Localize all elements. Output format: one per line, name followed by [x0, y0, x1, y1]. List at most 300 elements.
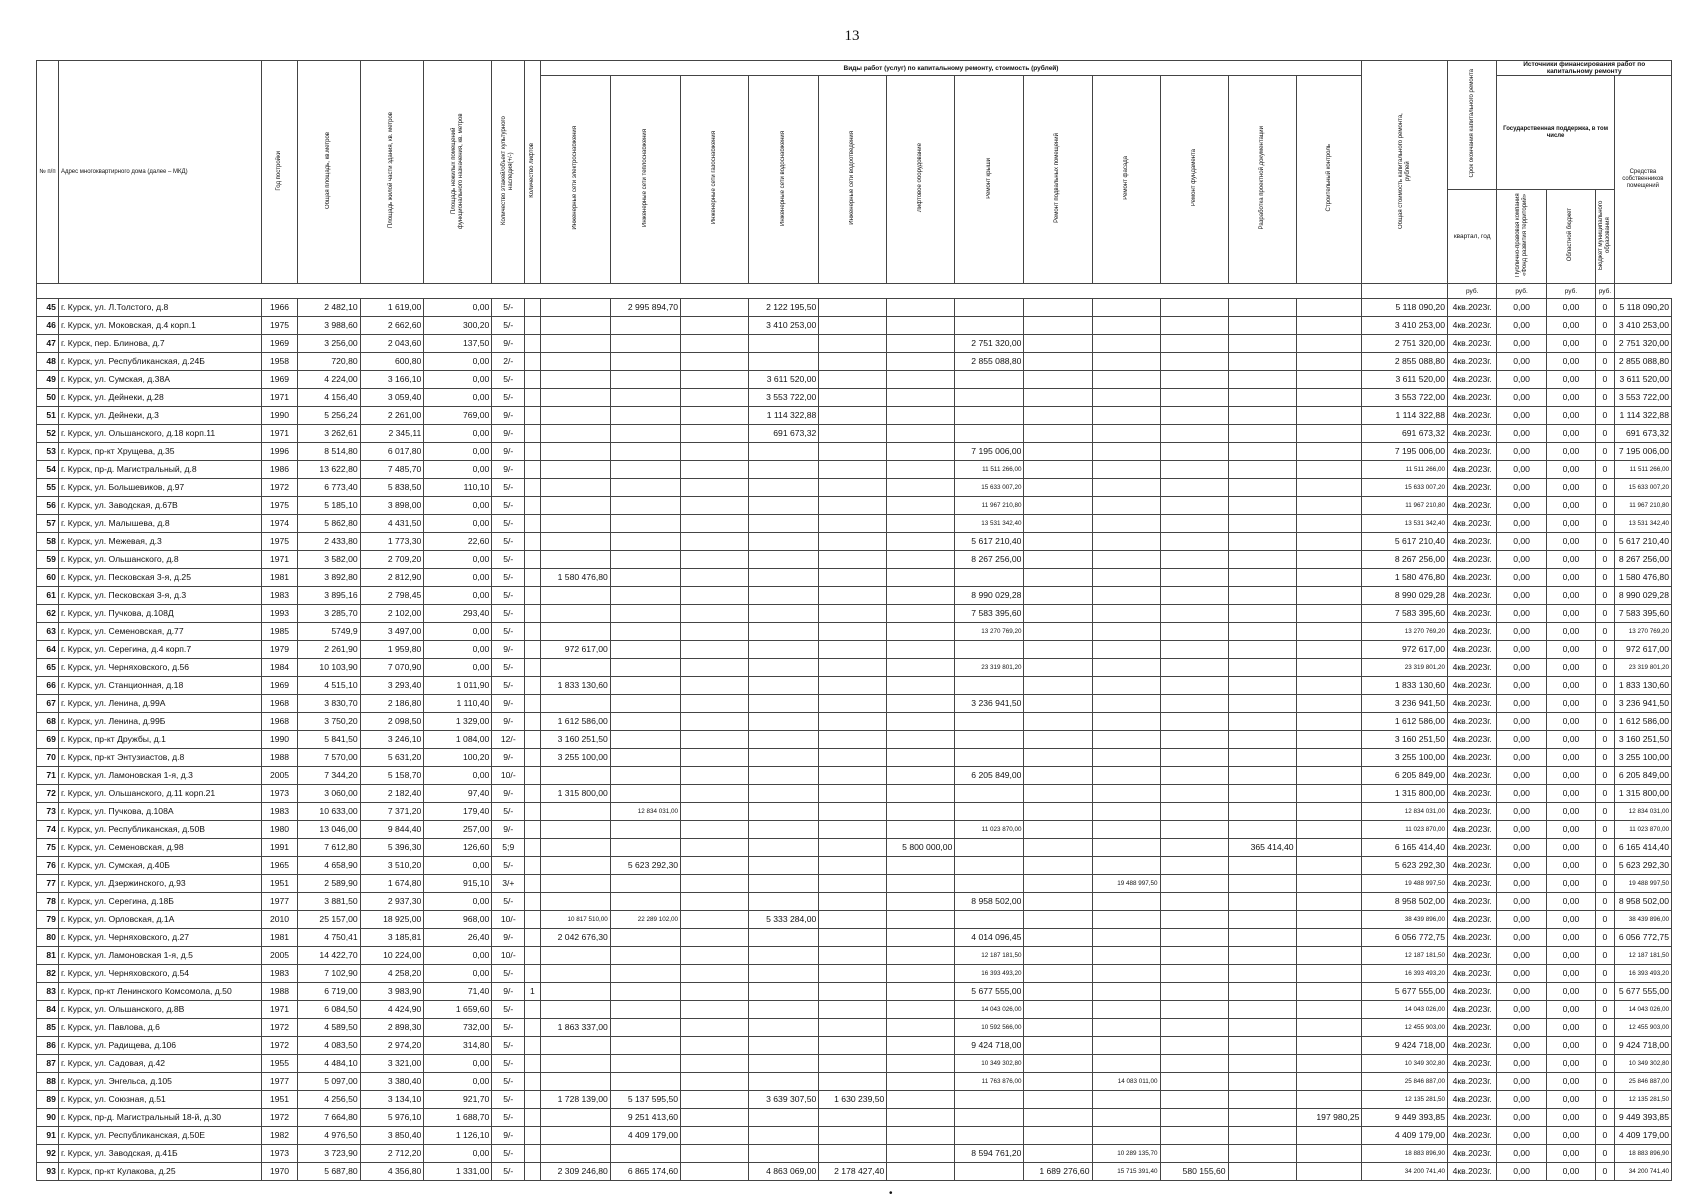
cell-reg: 0,00 — [1546, 1145, 1595, 1163]
cell-gas — [681, 569, 749, 587]
cell-nonres: 300,20 — [424, 317, 492, 335]
hdr-w-water: Инженерные сети водоснабжения — [749, 76, 819, 284]
cell-docs — [1228, 335, 1296, 353]
cell-mun: 0 — [1596, 1001, 1615, 1019]
cell-ctrl — [1296, 425, 1362, 443]
cell-term: 4кв.2023г. — [1448, 659, 1497, 677]
cell-sewer — [819, 767, 887, 785]
cell-term: 4кв.2023г. — [1448, 551, 1497, 569]
cell-water — [749, 965, 819, 983]
cell-addr: г. Курск, ул. Садовая, д.42 — [58, 1055, 261, 1073]
table-row — [37, 641, 1672, 659]
table-row — [37, 443, 1672, 461]
table-row — [37, 713, 1672, 731]
cell-addr: г. Курск, ул. Республиканская, д.24Б — [58, 353, 261, 371]
hdr-living-area: Площадь жилой части здания, кв. метров — [360, 61, 424, 284]
cell-sewer — [819, 569, 887, 587]
cell-docs — [1228, 1145, 1296, 1163]
cell-living: 3 497,00 — [360, 623, 424, 641]
cell-lifts — [525, 443, 540, 461]
cell-fund: 0,00 — [1497, 1109, 1546, 1127]
cell-gas — [681, 317, 749, 335]
cell-mun: 0 — [1596, 965, 1615, 983]
cell-total: 4 256,50 — [298, 1091, 361, 1109]
cell-el — [540, 533, 610, 551]
cell-lifts — [525, 911, 540, 929]
cell-total: 5 841,50 — [298, 731, 361, 749]
cell-docs — [1228, 623, 1296, 641]
cell-term: 4кв.2023г. — [1448, 749, 1497, 767]
cell-sum: 11 023 870,00 — [1362, 821, 1448, 839]
table-row — [37, 1019, 1672, 1037]
cell-water — [749, 1055, 819, 1073]
cell-fund: 0,00 — [1497, 1055, 1546, 1073]
cell-living: 1 674,80 — [360, 875, 424, 893]
cell-term: 4кв.2023г. — [1448, 839, 1497, 857]
cell-sewer — [819, 407, 887, 425]
cell-sum: 1 315 800,00 — [1362, 785, 1448, 803]
cell-n: 71 — [37, 767, 59, 785]
cell-fac — [1092, 605, 1160, 623]
cell-ctrl — [1296, 749, 1362, 767]
cell-heat — [610, 371, 680, 389]
cell-heat — [610, 389, 680, 407]
cell-fac — [1092, 1127, 1160, 1145]
cell-water: 3 611 520,00 — [749, 371, 819, 389]
cell-year: 1983 — [261, 965, 297, 983]
cell-addr: г. Курск, пр-кт Энтузиастов, д.8 — [58, 749, 261, 767]
cell-fl: 9/- — [492, 929, 525, 947]
cell-gas — [681, 425, 749, 443]
cell-gas — [681, 677, 749, 695]
cell-year: 1990 — [261, 407, 297, 425]
cell-nonres: 732,00 — [424, 1019, 492, 1037]
cell-lifts — [525, 641, 540, 659]
cell-found — [1160, 713, 1228, 731]
cell-gas — [681, 1073, 749, 1091]
cell-sum: 10 349 302,80 — [1362, 1055, 1448, 1073]
cell-term: 4кв.2023г. — [1448, 965, 1497, 983]
cell-fac — [1092, 551, 1160, 569]
cell-found — [1160, 371, 1228, 389]
cell-base — [1024, 695, 1092, 713]
cell-total: 3 256,00 — [298, 335, 361, 353]
cell-term: 4кв.2023г. — [1448, 1001, 1497, 1019]
cell-living: 3 059,40 — [360, 389, 424, 407]
cell-heat — [610, 533, 680, 551]
cell-sewer — [819, 1001, 887, 1019]
cell-living: 600,80 — [360, 353, 424, 371]
cell-n: 78 — [37, 893, 59, 911]
cell-sum: 1 114 322,88 — [1362, 407, 1448, 425]
cell-own: 13 270 769,20 — [1614, 623, 1671, 641]
cell-reg: 0,00 — [1546, 605, 1595, 623]
cell-reg: 0,00 — [1546, 353, 1595, 371]
table-row — [37, 1073, 1672, 1091]
cell-sewer — [819, 839, 887, 857]
table-row — [37, 1109, 1672, 1127]
cell-sum: 34 200 741,40 — [1362, 1163, 1448, 1181]
cell-fac — [1092, 515, 1160, 533]
cell-total: 5749,9 — [298, 623, 361, 641]
cell-fund: 0,00 — [1497, 821, 1546, 839]
cell-fac — [1092, 767, 1160, 785]
cell-reg: 0,00 — [1546, 695, 1595, 713]
cell-el: 3 160 251,50 — [540, 731, 610, 749]
cell-addr: г. Курск, ул. Межевая, д.3 — [58, 533, 261, 551]
cell-sewer: 1 630 239,50 — [819, 1091, 887, 1109]
cell-sum: 3 611 520,00 — [1362, 371, 1448, 389]
cell-water — [749, 785, 819, 803]
cell-ctrl — [1296, 965, 1362, 983]
cell-term: 4кв.2023г. — [1448, 767, 1497, 785]
cell-water — [749, 605, 819, 623]
cell-sewer — [819, 983, 887, 1001]
cell-living: 1 773,30 — [360, 533, 424, 551]
cell-roof: 6 205 849,00 — [955, 767, 1024, 785]
cell-gas — [681, 1109, 749, 1127]
cell-term: 4кв.2023г. — [1448, 1127, 1497, 1145]
cell-reg: 0,00 — [1546, 623, 1595, 641]
cell-heat — [610, 1073, 680, 1091]
cell-sum: 19 488 997,50 — [1362, 875, 1448, 893]
cell-year: 1972 — [261, 479, 297, 497]
cell-own: 13 531 342,40 — [1614, 515, 1671, 533]
cell-n: 79 — [37, 911, 59, 929]
cell-heat — [610, 677, 680, 695]
cell-water: 3 410 253,00 — [749, 317, 819, 335]
cell-found — [1160, 659, 1228, 677]
cell-fl: 12/- — [492, 731, 525, 749]
cell-n: 83 — [37, 983, 59, 1001]
cell-water — [749, 353, 819, 371]
cell-fl: 9/- — [492, 1127, 525, 1145]
cell-nonres: 968,00 — [424, 911, 492, 929]
table-row — [37, 947, 1672, 965]
cell-roof — [955, 803, 1024, 821]
cell-gas — [681, 947, 749, 965]
cell-roof: 12 187 181,50 — [955, 947, 1024, 965]
cell-mun: 0 — [1596, 1055, 1615, 1073]
cell-fund: 0,00 — [1497, 569, 1546, 587]
cell-found — [1160, 479, 1228, 497]
cell-ctrl — [1296, 479, 1362, 497]
cell-sewer — [819, 1145, 887, 1163]
cell-total: 2 261,90 — [298, 641, 361, 659]
cell-sum: 14 043 026,00 — [1362, 1001, 1448, 1019]
cell-fund: 0,00 — [1497, 1091, 1546, 1109]
cell-ctrl — [1296, 515, 1362, 533]
cell-mun: 0 — [1596, 731, 1615, 749]
cell-roof: 5 617 210,40 — [955, 533, 1024, 551]
cell-fl: 5;9 — [492, 839, 525, 857]
cell-addr: г. Курск, пер. Блинова, д.7 — [58, 335, 261, 353]
cell-term: 4кв.2023г. — [1448, 623, 1497, 641]
cell-ctrl — [1296, 785, 1362, 803]
cell-lift — [887, 1037, 955, 1055]
cell-nonres: 1 110,40 — [424, 695, 492, 713]
cell-lifts — [525, 551, 540, 569]
cell-n: 46 — [37, 317, 59, 335]
cell-living: 2 798,45 — [360, 587, 424, 605]
hdr-unit-municipal: руб. — [1546, 284, 1595, 299]
cell-year: 1969 — [261, 371, 297, 389]
cell-sewer — [819, 1055, 887, 1073]
cell-living: 2 662,60 — [360, 317, 424, 335]
cell-own: 1 833 130,60 — [1614, 677, 1671, 695]
cell-fac — [1092, 911, 1160, 929]
hdr-lifts: Количество лифтов — [525, 61, 540, 284]
cell-reg: 0,00 — [1546, 1055, 1595, 1073]
cell-lift — [887, 893, 955, 911]
cell-total: 4 589,50 — [298, 1019, 361, 1037]
cell-mun: 0 — [1596, 749, 1615, 767]
cell-term: 4кв.2023г. — [1448, 695, 1497, 713]
hdr-w-facade: Ремонт фасада — [1092, 76, 1160, 284]
cell-roof: 15 633 007,20 — [955, 479, 1024, 497]
cell-addr: г. Курск, ул. Большевиков, д.97 — [58, 479, 261, 497]
cell-lift — [887, 515, 955, 533]
cell-nonres: 0,00 — [424, 389, 492, 407]
cell-reg: 0,00 — [1546, 965, 1595, 983]
cell-fund: 0,00 — [1497, 767, 1546, 785]
cell-total: 4 750,41 — [298, 929, 361, 947]
cell-nonres: 179,40 — [424, 803, 492, 821]
cell-fund: 0,00 — [1497, 659, 1546, 677]
cell-fund: 0,00 — [1497, 893, 1546, 911]
cell-mun: 0 — [1596, 443, 1615, 461]
cell-roof: 10 592 566,00 — [955, 1019, 1024, 1037]
cell-gas — [681, 407, 749, 425]
cell-fac — [1092, 335, 1160, 353]
cell-n: 74 — [37, 821, 59, 839]
cell-lifts — [525, 731, 540, 749]
cell-fl: 5/- — [492, 605, 525, 623]
cell-addr: г. Курск, ул. Дейнеки, д.3 — [58, 407, 261, 425]
cell-sum: 12 455 903,00 — [1362, 1019, 1448, 1037]
hdr-w-lift: Лифтовое оборудование — [887, 76, 955, 284]
cell-total: 4 083,50 — [298, 1037, 361, 1055]
cell-fac — [1092, 785, 1160, 803]
cell-lift — [887, 425, 955, 443]
cell-ctrl — [1296, 389, 1362, 407]
cell-total: 7 664,80 — [298, 1109, 361, 1127]
cell-living: 2 098,50 — [360, 713, 424, 731]
cell-nonres: 0,00 — [424, 1145, 492, 1163]
cell-term: 4кв.2023г. — [1448, 857, 1497, 875]
cell-lifts — [525, 1109, 540, 1127]
cell-roof: 23 319 801,20 — [955, 659, 1024, 677]
cell-addr: г. Курск, ул. Черняховского, д.56 — [58, 659, 261, 677]
cell-sewer — [819, 371, 887, 389]
cell-year: 1973 — [261, 785, 297, 803]
cell-living: 9 844,40 — [360, 821, 424, 839]
cell-total: 5 097,00 — [298, 1073, 361, 1091]
cell-living: 3 293,40 — [360, 677, 424, 695]
cell-n: 85 — [37, 1019, 59, 1037]
cell-living: 5 158,70 — [360, 767, 424, 785]
cell-sum: 3 553 722,00 — [1362, 389, 1448, 407]
cell-reg: 0,00 — [1546, 551, 1595, 569]
cell-nonres: 0,00 — [424, 947, 492, 965]
hdr-unit-region: руб. — [1497, 284, 1546, 299]
cell-fund: 0,00 — [1497, 749, 1546, 767]
cell-sewer — [819, 515, 887, 533]
cell-water — [749, 1109, 819, 1127]
cell-fac — [1092, 407, 1160, 425]
cell-sum: 691 673,32 — [1362, 425, 1448, 443]
cell-nonres: 0,00 — [424, 551, 492, 569]
cell-mun: 0 — [1596, 767, 1615, 785]
cell-n: 53 — [37, 443, 59, 461]
cell-lift — [887, 407, 955, 425]
cell-lifts — [525, 1037, 540, 1055]
cell-lift — [887, 965, 955, 983]
cell-base — [1024, 929, 1092, 947]
cell-base — [1024, 1019, 1092, 1037]
cell-lift — [887, 983, 955, 1001]
cell-ctrl — [1296, 1163, 1362, 1181]
cell-fac — [1092, 731, 1160, 749]
cell-el — [540, 1073, 610, 1091]
cell-fac — [1092, 893, 1160, 911]
cell-base — [1024, 605, 1092, 623]
cell-gas — [681, 299, 749, 317]
cell-docs — [1228, 389, 1296, 407]
cell-year: 1986 — [261, 461, 297, 479]
cell-nonres: 0,00 — [424, 299, 492, 317]
cell-mun: 0 — [1596, 947, 1615, 965]
cell-gas — [681, 623, 749, 641]
cell-fl: 9/- — [492, 713, 525, 731]
cell-own: 8 958 502,00 — [1614, 893, 1671, 911]
cell-n: 52 — [37, 425, 59, 443]
cell-addr: г. Курск, ул. Черняховского, д.27 — [58, 929, 261, 947]
hdr-works-group: Виды работ (услуг) по капитальному ремонту, стоимость (рублей) — [540, 61, 1362, 76]
cell-fac — [1092, 857, 1160, 875]
cell-addr: г. Курск, пр-кт Ленинского Комсомола, д.50 — [58, 983, 261, 1001]
cell-base — [1024, 425, 1092, 443]
hdr-total-area: Общая площадь, кв.метров — [298, 61, 361, 284]
cell-nonres: 1 126,10 — [424, 1127, 492, 1145]
cell-sewer — [819, 1073, 887, 1091]
cell-fac — [1092, 677, 1160, 695]
cell-sewer — [819, 479, 887, 497]
cell-reg: 0,00 — [1546, 677, 1595, 695]
cell-lifts: 1 — [525, 983, 540, 1001]
cell-sum: 38 439 896,00 — [1362, 911, 1448, 929]
cell-found — [1160, 569, 1228, 587]
cell-nonres: 1 331,00 — [424, 1163, 492, 1181]
cell-found — [1160, 1001, 1228, 1019]
cell-year: 1996 — [261, 443, 297, 461]
cell-found — [1160, 497, 1228, 515]
cell-heat — [610, 605, 680, 623]
table-row — [37, 731, 1672, 749]
cell-el — [540, 407, 610, 425]
cell-docs — [1228, 461, 1296, 479]
cell-lifts — [525, 893, 540, 911]
cell-fund: 0,00 — [1497, 533, 1546, 551]
cell-roof — [955, 371, 1024, 389]
cell-found — [1160, 731, 1228, 749]
table-row — [37, 515, 1672, 533]
cell-addr: г. Курск, ул. Ольшанского, д.18 корп.11 — [58, 425, 261, 443]
cell-term: 4кв.2023г. — [1448, 785, 1497, 803]
cell-lift — [887, 947, 955, 965]
cell-lift — [887, 1145, 955, 1163]
cell-own: 12 135 281,50 — [1614, 1091, 1671, 1109]
cell-ctrl — [1296, 623, 1362, 641]
cell-docs — [1228, 317, 1296, 335]
cell-fl: 5/- — [492, 893, 525, 911]
cell-el: 2 042 676,30 — [540, 929, 610, 947]
cell-total: 5 862,80 — [298, 515, 361, 533]
cell-term: 4кв.2023г. — [1448, 515, 1497, 533]
cell-lifts — [525, 677, 540, 695]
cell-ctrl — [1296, 371, 1362, 389]
cell-living: 5 631,20 — [360, 749, 424, 767]
cell-sum: 18 883 896,90 — [1362, 1145, 1448, 1163]
cell-total: 13 046,00 — [298, 821, 361, 839]
cell-docs — [1228, 1037, 1296, 1055]
cell-roof: 3 236 941,50 — [955, 695, 1024, 713]
cell-own: 3 236 941,50 — [1614, 695, 1671, 713]
cell-roof: 8 594 761,20 — [955, 1145, 1024, 1163]
cell-total: 3 830,70 — [298, 695, 361, 713]
cell-base — [1024, 659, 1092, 677]
cell-fac — [1092, 533, 1160, 551]
cell-own: 14 043 026,00 — [1614, 1001, 1671, 1019]
cell-docs — [1228, 1001, 1296, 1019]
cell-fac: 15 715 391,40 — [1092, 1163, 1160, 1181]
cell-roof: 13 270 769,20 — [955, 623, 1024, 641]
cell-reg: 0,00 — [1546, 983, 1595, 1001]
cell-gas — [681, 335, 749, 353]
cell-water: 3 553 722,00 — [749, 389, 819, 407]
cell-roof — [955, 857, 1024, 875]
cell-nonres: 921,70 — [424, 1091, 492, 1109]
cell-el — [540, 965, 610, 983]
cell-fl: 5/- — [492, 965, 525, 983]
cell-mun: 0 — [1596, 1109, 1615, 1127]
cell-nonres: 1 084,00 — [424, 731, 492, 749]
cell-gas — [681, 1091, 749, 1109]
cell-fl: 5/- — [492, 803, 525, 821]
hdr-w-foundation: Ремонт фундамента — [1160, 76, 1228, 284]
cell-el — [540, 317, 610, 335]
cell-fund: 0,00 — [1497, 461, 1546, 479]
cell-sum: 6 165 414,40 — [1362, 839, 1448, 857]
cell-sum: 3 160 251,50 — [1362, 731, 1448, 749]
hdr-w-gas: Инженерные сети газоснабжения — [681, 76, 749, 284]
cell-roof: 14 043 026,00 — [955, 1001, 1024, 1019]
cell-n: 57 — [37, 515, 59, 533]
cell-nonres: 0,00 — [424, 659, 492, 677]
cell-lift: 5 800 000,00 — [887, 839, 955, 857]
cell-n: 63 — [37, 623, 59, 641]
cell-fl: 5/- — [492, 1001, 525, 1019]
cell-mun: 0 — [1596, 587, 1615, 605]
cell-total: 3 285,70 — [298, 605, 361, 623]
cell-lift — [887, 803, 955, 821]
cell-addr: г. Курск, пр-кт Дружбы, д.1 — [58, 731, 261, 749]
cell-heat — [610, 461, 680, 479]
cell-base — [1024, 407, 1092, 425]
cell-mun: 0 — [1596, 839, 1615, 857]
cell-heat — [610, 353, 680, 371]
cell-lifts — [525, 1091, 540, 1109]
